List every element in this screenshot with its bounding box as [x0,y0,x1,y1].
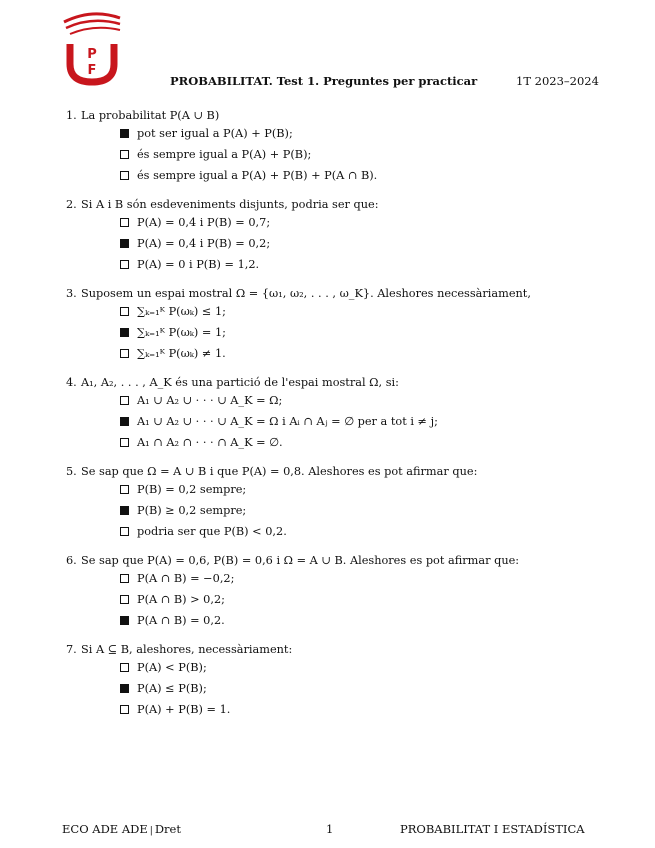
answer-option-text: ∑ₖ₌₁ᴷ P(ωₖ) ≤ 1; [137,305,226,318]
checked-box-icon[interactable] [120,129,129,138]
question-5 [66,464,606,542]
question-text: La probabilitat P(A ∪ B) [81,109,220,122]
unchecked-box-icon[interactable] [120,574,129,583]
question-number: 6. [66,554,77,567]
unchecked-box-icon[interactable] [120,705,129,714]
footer-subject: PROBABILITAT I ESTADÍSTICA [400,822,585,836]
answer-option[interactable] [66,479,606,500]
unchecked-box-icon[interactable] [120,307,129,316]
question-6 [66,553,606,631]
unchecked-box-icon[interactable] [120,396,129,405]
answer-option-text: ∑ₖ₌₁ᴷ P(ωₖ) ≠ 1. [137,347,226,360]
checked-box-icon[interactable] [120,417,129,426]
answer-option[interactable] [66,390,606,411]
answer-option-text: P(A ∩ B) = 0,2. [137,614,225,627]
question-stem [66,108,606,123]
unchecked-box-icon[interactable] [120,218,129,227]
answer-option[interactable] [66,301,606,322]
question-stem [66,375,606,390]
unchecked-box-icon[interactable] [120,171,129,180]
question-number: 7. [66,643,77,656]
answer-option-text: P(A ∩ B) = −0,2; [137,572,235,585]
question-text: Suposem un espai mostral Ω = {ω₁, ω₂, . . . , ω_K}. Aleshores necessàriament, [81,287,531,300]
question-number: 3. [66,287,77,300]
unchecked-box-icon[interactable] [120,349,129,358]
checked-box-icon[interactable] [120,328,129,337]
answer-option[interactable] [66,610,606,631]
question-text: Se sap que Ω = A ∪ B i que P(A) = 0,8. Aleshores es pot afirmar que: [81,465,478,478]
answer-option[interactable] [66,500,606,521]
term-label: 1T 2023–2024 [516,74,599,88]
unchecked-box-icon[interactable] [120,485,129,494]
question-stem [66,197,606,212]
question-text: Se sap que P(A) = 0,6, P(B) = 0,6 i Ω = A ∪ B. Aleshores es pot afirmar que: [81,554,520,567]
answer-option[interactable] [66,699,606,720]
footer-left [62,822,181,836]
answer-option[interactable] [66,657,606,678]
question-stem [66,642,606,657]
question-number: 2. [66,198,77,211]
answer-option-text: A₁ ∩ A₂ ∩ · · · ∩ A_K = ∅. [137,436,283,449]
page-title: PROBABILITAT. Test 1. Preguntes per practicar [170,74,478,88]
unchecked-box-icon[interactable] [120,595,129,604]
answer-option[interactable] [66,678,606,699]
answer-option-text: és sempre igual a P(A) + P(B) + P(A ∩ B). [137,169,378,182]
checked-box-icon[interactable] [120,684,129,693]
answer-option-text: P(A) = 0,4 i P(B) = 0,2; [137,237,271,250]
answer-option[interactable] [66,411,606,432]
question-stem [66,464,606,479]
answer-option[interactable] [66,521,606,542]
question-4 [66,375,606,453]
unchecked-box-icon[interactable] [120,438,129,447]
checked-box-icon[interactable] [120,506,129,515]
answer-option-text: P(B) ≥ 0,2 sempre; [137,504,247,517]
question-text: Si A i B són esdeveniments disjunts, podria ser que: [81,198,379,211]
question-2 [66,197,606,275]
answer-option[interactable] [66,343,606,364]
answer-option[interactable] [66,568,606,589]
answer-option-text: A₁ ∪ A₂ ∪ · · · ∪ A_K = Ω; [137,394,283,407]
svg-text:F: F [87,63,97,78]
answer-option[interactable] [66,144,606,165]
unchecked-box-icon[interactable] [120,260,129,269]
answer-option[interactable] [66,233,606,254]
question-1 [66,108,606,186]
question-stem [66,553,606,568]
answer-option-text: P(A) = 0,4 i P(B) = 0,7; [137,216,271,229]
answer-option-text: és sempre igual a P(A) + P(B); [137,148,312,161]
answer-option[interactable] [66,254,606,275]
question-3 [66,286,606,364]
answer-option-text: ∑ₖ₌₁ᴷ P(ωₖ) = 1; [137,326,226,339]
answer-option-text: P(A) + P(B) = 1. [137,703,231,716]
answer-option-text: P(A ∩ B) > 0,2; [137,593,225,606]
footer-course: ECO ADE ADE [62,822,148,836]
unchecked-box-icon[interactable] [120,527,129,536]
answer-option-text: podria ser que P(B) < 0,2. [137,525,287,538]
answer-option-text: A₁ ∪ A₂ ∪ · · · ∪ A_K = Ω i Aᵢ ∩ Aⱼ = ∅ per a tot i ≠ j; [137,415,438,428]
page-footer [0,822,655,838]
answer-option-text: P(A) < P(B); [137,661,207,674]
answer-option[interactable] [66,165,606,186]
question-list [66,108,606,731]
answer-option[interactable] [66,123,606,144]
checked-box-icon[interactable] [120,616,129,625]
answer-option-text: P(B) = 0,2 sempre; [137,483,247,496]
answer-option-text: P(A) ≤ P(B); [137,682,207,695]
question-number: 1. [66,109,77,122]
question-stem [66,286,606,301]
answer-option[interactable] [66,589,606,610]
footer-course-suffix: Dret [154,822,181,836]
unchecked-box-icon[interactable] [120,150,129,159]
question-text: A₁, A₂, . . . , A_K és una partició de l'espai mostral Ω, si: [81,376,399,389]
footer-separator: | [149,826,153,836]
question-7 [66,642,606,720]
question-text: Si A ⊆ B, aleshores, necessàriament: [81,643,293,656]
answer-option-text: P(A) = 0 i P(B) = 1,2. [137,258,260,271]
answer-option[interactable] [66,322,606,343]
checked-box-icon[interactable] [120,239,129,248]
question-number: 4. [66,376,77,389]
question-number: 5. [66,465,77,478]
page-number: 1 [326,822,334,836]
answer-option-text: pot ser igual a P(A) + P(B); [137,127,293,140]
unchecked-box-icon[interactable] [120,663,129,672]
answer-option[interactable] [66,432,606,453]
answer-option[interactable] [66,212,606,233]
svg-text:P: P [87,47,97,62]
page-header [0,74,655,92]
